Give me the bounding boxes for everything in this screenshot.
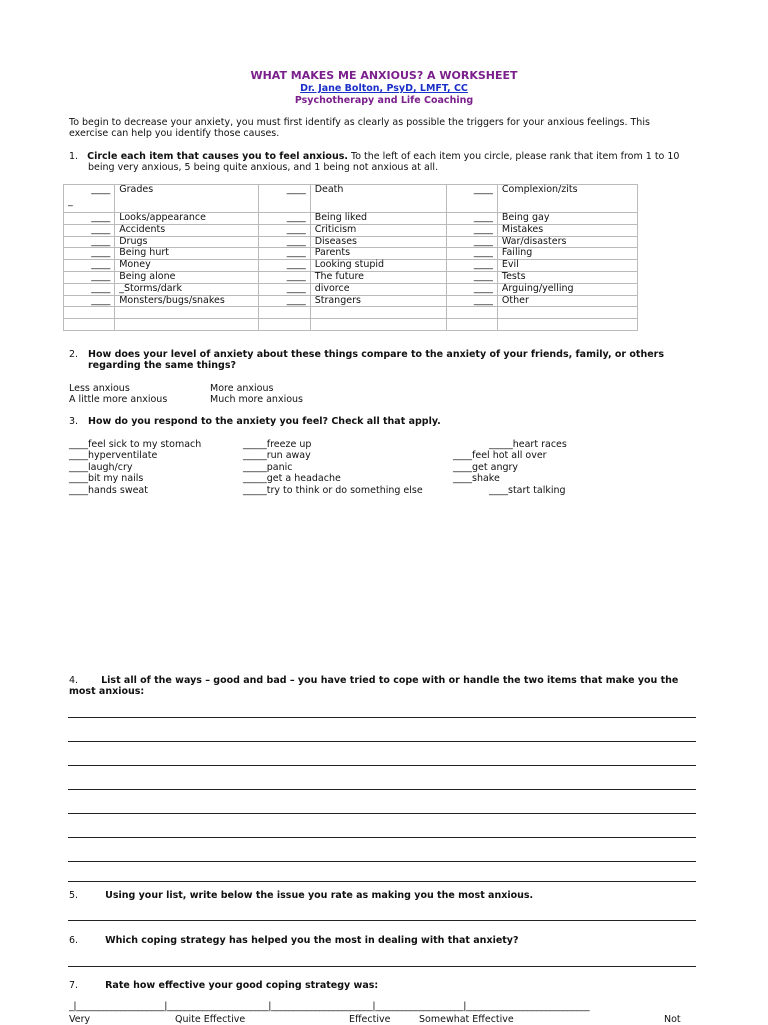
anxiety-items-table bbox=[63, 184, 638, 331]
item-label: Parents bbox=[310, 248, 446, 260]
q3-option[interactable]: _____get a headache bbox=[243, 473, 341, 485]
q4-line-2: most anxious: bbox=[69, 686, 145, 697]
rank-blank[interactable]: ____ bbox=[446, 213, 497, 225]
table-row bbox=[64, 307, 638, 319]
q6-number: 6. bbox=[69, 935, 79, 946]
q1-text bbox=[69, 151, 679, 162]
page-title: WHAT MAKES ME ANXIOUS? A WORKSHEET bbox=[250, 69, 518, 82]
rank-blank[interactable]: ____ bbox=[64, 213, 115, 225]
item-label: Death bbox=[310, 185, 446, 213]
rank-blank[interactable]: ____ bbox=[259, 271, 310, 283]
item-label: Mistakes bbox=[497, 224, 637, 236]
q4-line-1 bbox=[69, 675, 678, 686]
rank-blank[interactable]: ____ bbox=[446, 271, 497, 283]
item-label: The future bbox=[310, 271, 446, 283]
q2-number: 2. bbox=[69, 349, 79, 360]
item-label: War/disasters bbox=[497, 236, 637, 248]
rank-blank[interactable]: ____ bbox=[259, 224, 310, 236]
q4-text: List all of the ways – good and bad – you have tried to cope with or handle the two items that make you the bbox=[101, 675, 679, 686]
q3-option[interactable]: ____bit my nails bbox=[69, 473, 144, 485]
rank-blank[interactable]: ____ bbox=[259, 236, 310, 248]
q7-number: 7. bbox=[69, 980, 79, 991]
answer-line[interactable] bbox=[68, 837, 696, 838]
q3-option[interactable]: ____shake bbox=[453, 473, 500, 485]
rank-blank bbox=[259, 319, 310, 331]
q2-option: Much more anxious bbox=[210, 394, 303, 405]
q1-number: 1. bbox=[69, 151, 79, 162]
q5-number: 5. bbox=[69, 890, 79, 901]
item-label: Complexion/zits bbox=[497, 185, 637, 213]
rank-blank[interactable]: ____ bbox=[259, 283, 310, 295]
q3-option[interactable]: _____freeze up bbox=[243, 439, 312, 450]
table-row bbox=[64, 271, 638, 283]
q3-col-3 bbox=[453, 439, 567, 496]
rating-label: Somewhat Effective bbox=[419, 1014, 514, 1025]
q3-option[interactable]: ____hyperventilate bbox=[69, 450, 158, 462]
rank-blank bbox=[446, 319, 497, 331]
rank-blank[interactable]: ____ bbox=[64, 248, 115, 260]
q3-option[interactable]: ____get angry bbox=[453, 461, 519, 473]
item-label: Accidents bbox=[115, 224, 259, 236]
item-label bbox=[497, 319, 637, 331]
item-label: Drugs bbox=[115, 236, 259, 248]
stray-mark: _ bbox=[68, 196, 73, 207]
item-label: Being gay bbox=[497, 213, 637, 225]
rank-blank[interactable]: ____ bbox=[446, 260, 497, 272]
item-label bbox=[115, 319, 259, 331]
q1-bold: Circle each item that causes you to feel anxious. bbox=[87, 151, 348, 162]
item-label: Looking stupid bbox=[310, 260, 446, 272]
item-label: Criticism bbox=[310, 224, 446, 236]
rank-blank[interactable]: ____ bbox=[259, 260, 310, 272]
item-label: Strangers bbox=[310, 295, 446, 307]
rank-blank[interactable]: ____ bbox=[64, 224, 115, 236]
item-label bbox=[115, 307, 259, 319]
q3-option[interactable]: _____run away bbox=[243, 450, 311, 462]
item-label bbox=[497, 307, 637, 319]
answer-line[interactable] bbox=[68, 741, 696, 742]
q6-question: Which coping strategy has helped you the most in dealing with that anxiety? bbox=[105, 935, 519, 946]
q3-option[interactable]: _____panic bbox=[243, 461, 293, 473]
item-label: Being hurt bbox=[115, 248, 259, 260]
item-label: Failing bbox=[497, 248, 637, 260]
q2-text: How does your level of anxiety about these things compare to the anxiety of your friends, family, or others bbox=[88, 349, 665, 360]
rank-blank[interactable]: ____ bbox=[446, 224, 497, 236]
rank-blank[interactable]: ____ bbox=[446, 185, 497, 213]
table-row bbox=[64, 295, 638, 307]
q3-option[interactable]: ____start talking bbox=[489, 484, 566, 496]
q5-text bbox=[69, 890, 533, 901]
q3-option[interactable]: ____feel hot all over bbox=[453, 450, 547, 462]
rank-blank[interactable]: ____ bbox=[259, 213, 310, 225]
table-row bbox=[64, 236, 638, 248]
q3-option[interactable]: _____heart races bbox=[489, 439, 567, 450]
rank-blank[interactable]: ____ bbox=[64, 260, 115, 272]
q3-text bbox=[69, 416, 441, 427]
rank-blank[interactable]: ____ bbox=[259, 185, 310, 213]
rating-label: Not bbox=[664, 1014, 681, 1025]
q2-line-2: regarding the same things? bbox=[88, 360, 237, 371]
rank-blank[interactable]: ____ bbox=[64, 236, 115, 248]
rank-blank bbox=[259, 307, 310, 319]
answer-line[interactable] bbox=[68, 861, 696, 862]
item-label: Diseases bbox=[310, 236, 446, 248]
q3-option[interactable]: ____laugh/cry bbox=[69, 461, 133, 473]
q3-col-1 bbox=[69, 439, 201, 496]
item-label: Being alone bbox=[115, 271, 259, 283]
item-label: Grades bbox=[115, 185, 259, 213]
rank-blank[interactable]: ____ bbox=[64, 271, 115, 283]
rating-label: Quite Effective bbox=[175, 1014, 246, 1025]
item-label: Arguing/yelling bbox=[497, 283, 637, 295]
table-row bbox=[64, 248, 638, 260]
q3-col-2 bbox=[243, 439, 423, 496]
table-row bbox=[64, 224, 638, 236]
q3-option[interactable]: _____try to think or do something else bbox=[243, 484, 423, 496]
rank-blank[interactable]: ____ bbox=[446, 283, 497, 295]
rank-blank bbox=[446, 307, 497, 319]
answer-line[interactable] bbox=[68, 789, 696, 790]
q3-option[interactable]: ____hands sweat bbox=[69, 484, 148, 496]
answer-line[interactable] bbox=[68, 966, 696, 967]
q7-text bbox=[69, 980, 378, 991]
rank-blank[interactable]: ____ bbox=[259, 248, 310, 260]
item-label: divorce bbox=[310, 283, 446, 295]
rank-blank[interactable]: ____ bbox=[259, 295, 310, 307]
item-label: Looks/appearance bbox=[115, 213, 259, 225]
answer-line[interactable] bbox=[68, 813, 696, 814]
q2-line-1 bbox=[69, 349, 664, 360]
q5-question: Using your list, write below the issue you rate as making you the most anxious. bbox=[105, 890, 534, 901]
item-label: Monsters/bugs/snakes bbox=[115, 295, 259, 307]
q1-rest: To the left of each item you circle, please rank that item from 1 to 10 bbox=[351, 151, 680, 162]
intro-line-1: To begin to decrease your anxiety, you must first identify as clearly as possible the triggers for your anxious feelings. This bbox=[69, 117, 650, 128]
rank-blank[interactable]: ____ bbox=[64, 295, 115, 307]
table-row bbox=[64, 319, 638, 331]
rank-blank bbox=[64, 319, 115, 331]
rating-scale-line[interactable]: _|____________________|_______________________|_______________________|____________________|____________________________ bbox=[69, 1001, 590, 1012]
author-link[interactable]: Dr. Jane Bolton, PsyD, LMFT, CC bbox=[300, 83, 468, 94]
q3-question: How do you respond to the anxiety you feel? Check all that apply. bbox=[88, 416, 441, 427]
q7-question: Rate how effective your good coping strategy was: bbox=[105, 980, 379, 991]
q6-text bbox=[69, 935, 519, 946]
item-label: Tests bbox=[497, 271, 637, 283]
q3-option[interactable]: ____feel sick to my stomach bbox=[69, 439, 202, 450]
item-label bbox=[310, 307, 446, 319]
answer-line[interactable] bbox=[68, 717, 696, 718]
rank-blank[interactable]: ____ bbox=[446, 248, 497, 260]
answer-line[interactable] bbox=[68, 920, 696, 921]
q2-option: More anxious bbox=[210, 383, 274, 394]
item-label: Evil bbox=[497, 260, 637, 272]
answer-line[interactable] bbox=[68, 765, 696, 766]
q3-number: 3. bbox=[69, 416, 79, 427]
table-row bbox=[64, 283, 638, 295]
rank-blank[interactable]: ____ bbox=[64, 283, 115, 295]
subtitle: Psychotherapy and Life Coaching bbox=[294, 95, 474, 106]
q4-number: 4. bbox=[69, 675, 79, 686]
item-label: _Storms/dark bbox=[115, 283, 259, 295]
q2-option: A little more anxious bbox=[69, 394, 168, 405]
item-label: Being liked bbox=[310, 213, 446, 225]
answer-line[interactable] bbox=[68, 881, 696, 882]
rank-blank[interactable]: ____ bbox=[64, 185, 115, 213]
table-row bbox=[64, 260, 638, 272]
rating-label: Very bbox=[69, 1014, 91, 1025]
rank-blank[interactable]: ____ bbox=[446, 236, 497, 248]
q2-option: Less anxious bbox=[69, 383, 130, 394]
intro-line-2: exercise can help you identify those causes. bbox=[69, 128, 280, 139]
item-label: Other bbox=[497, 295, 637, 307]
table-row bbox=[64, 185, 638, 213]
table-row bbox=[64, 213, 638, 225]
rating-label: Effective bbox=[349, 1014, 391, 1025]
q1-line-2: being very anxious, 5 being quite anxious, and 1 being not anxious at all. bbox=[88, 162, 439, 173]
rank-blank[interactable]: ____ bbox=[446, 295, 497, 307]
item-label: Money bbox=[115, 260, 259, 272]
rank-blank bbox=[64, 307, 115, 319]
item-label bbox=[310, 319, 446, 331]
